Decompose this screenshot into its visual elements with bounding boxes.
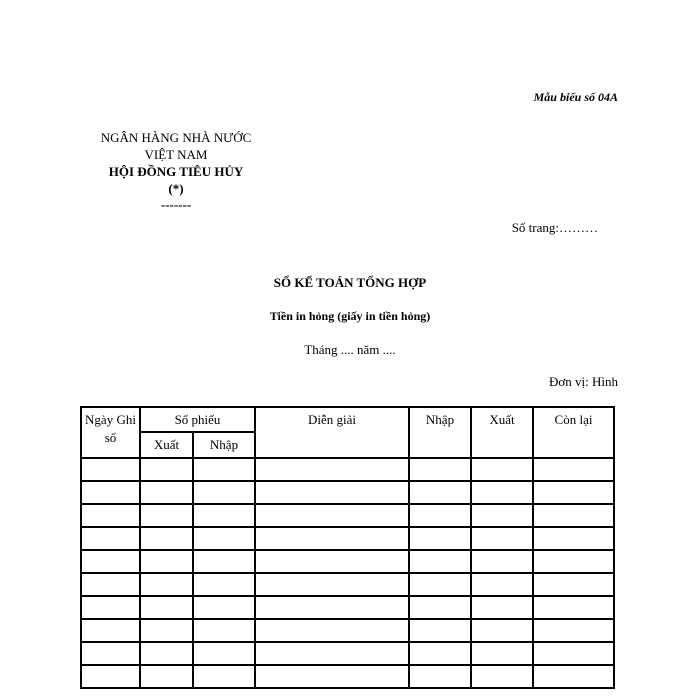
header-voucher-out: Xuất [140, 432, 193, 458]
table-cell [81, 573, 140, 596]
table-cell [81, 481, 140, 504]
table-cell [409, 481, 471, 504]
table-cell [140, 642, 193, 665]
table-cell [409, 642, 471, 665]
table-cell [533, 481, 614, 504]
table-cell [193, 573, 255, 596]
table-cell [533, 573, 614, 596]
table-cell [533, 550, 614, 573]
table-cell [140, 550, 193, 573]
table-cell [255, 481, 409, 504]
ledger-table [80, 406, 615, 689]
table-cell [409, 458, 471, 481]
table-cell [471, 481, 533, 504]
table-cell [409, 504, 471, 527]
table-cell [140, 596, 193, 619]
table-cell [533, 665, 614, 688]
table-cell [81, 458, 140, 481]
document-subtitle: Tiền in hỏng (giấy in tiền hỏng) [269, 309, 431, 323]
table-cell [81, 619, 140, 642]
council-name: HỘI ĐỒNG TIÊU HỦY [108, 164, 244, 179]
table-cell [533, 504, 614, 527]
table-cell [471, 665, 533, 688]
header-entry-date: Ngày Ghi sổ [81, 407, 140, 458]
table-cell [409, 619, 471, 642]
table-cell [471, 573, 533, 596]
table-row [81, 481, 614, 504]
table-cell [409, 665, 471, 688]
table-cell [140, 527, 193, 550]
org-name-line2: VIỆT NAM [144, 147, 208, 162]
header-remaining: Còn lại [533, 407, 614, 458]
table-cell [81, 642, 140, 665]
table-cell [193, 665, 255, 688]
table-cell [255, 642, 409, 665]
table-cell [471, 527, 533, 550]
table-cell [81, 596, 140, 619]
table-cell [255, 458, 409, 481]
table-cell [409, 550, 471, 573]
table-cell [140, 504, 193, 527]
table-cell [471, 642, 533, 665]
header-voucher-number: Số phiếu [140, 407, 255, 432]
table-cell [471, 458, 533, 481]
table-cell [533, 527, 614, 550]
header-voucher-in: Nhập [193, 432, 255, 458]
table-row [81, 550, 614, 573]
table-cell [471, 619, 533, 642]
table-cell [255, 504, 409, 527]
table-row [81, 527, 614, 550]
header-received: Nhập [409, 407, 471, 458]
table-cell [81, 550, 140, 573]
table-row [81, 665, 614, 688]
table-cell [193, 596, 255, 619]
table-cell [193, 527, 255, 550]
unit-label: Đơn vị: Hình [549, 374, 618, 389]
header-description: Diễn giải [255, 407, 409, 458]
table-cell [255, 665, 409, 688]
table-cell [140, 619, 193, 642]
table-cell [193, 619, 255, 642]
form-code: Mẫu biểu số 04A [533, 90, 618, 104]
table-cell [471, 550, 533, 573]
table-cell [255, 619, 409, 642]
table-cell [140, 481, 193, 504]
table-cell [193, 481, 255, 504]
table-row [81, 458, 614, 481]
table-row [81, 596, 614, 619]
header-issued: Xuất [471, 407, 533, 458]
table-cell [193, 458, 255, 481]
table-cell [255, 550, 409, 573]
table-cell [409, 596, 471, 619]
org-name-line1: NGÂN HÀNG NHÀ NƯỚC [100, 130, 252, 145]
period-field: Tháng .... năm .... [304, 342, 396, 357]
table-cell [140, 665, 193, 688]
table-cell [255, 596, 409, 619]
table-row [81, 642, 614, 665]
table-cell [471, 504, 533, 527]
council-note-marker: (*) [168, 181, 184, 196]
table-cell [533, 596, 614, 619]
table-row [81, 619, 614, 642]
org-divider: ------- [160, 197, 192, 212]
document-title: SỔ KẾ TOÁN TỔNG HỢP [273, 275, 427, 290]
table-cell [140, 573, 193, 596]
table-cell [533, 458, 614, 481]
table-cell [409, 573, 471, 596]
table-cell [255, 527, 409, 550]
table-cell [140, 458, 193, 481]
table-cell [193, 642, 255, 665]
table-cell [533, 619, 614, 642]
ledger-body [81, 458, 614, 688]
table-cell [193, 550, 255, 573]
table-cell [81, 527, 140, 550]
table-cell [81, 504, 140, 527]
table-cell [409, 527, 471, 550]
page-number-field: Số trang:……… [511, 220, 598, 235]
table-row [81, 573, 614, 596]
table-cell [471, 596, 533, 619]
table-cell [533, 642, 614, 665]
table-cell [255, 573, 409, 596]
table-cell [193, 504, 255, 527]
table-cell [81, 665, 140, 688]
table-row [81, 504, 614, 527]
